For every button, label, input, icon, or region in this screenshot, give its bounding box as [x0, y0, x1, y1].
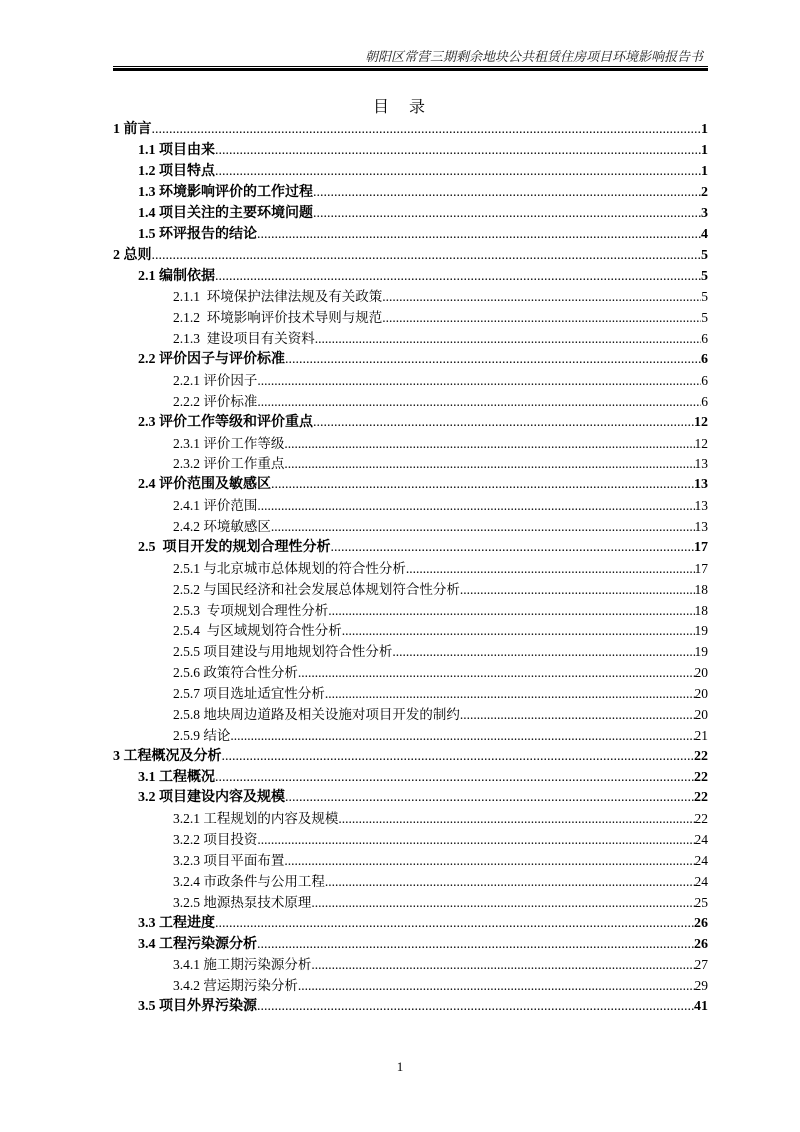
toc-entry-label: 2.3.2 评价工作重点 [173, 456, 285, 472]
toc-entry-label: 2.1.2 环境影响评价技术导则与规范 [173, 310, 383, 326]
toc-entry-page: 1 [701, 122, 708, 138]
toc-entry-page: 13 [694, 519, 708, 535]
toc-entry[interactable] [113, 329, 708, 350]
toc-entry-page: 4 [701, 226, 708, 242]
toc-dot-leader [222, 747, 695, 767]
toc-entry-label: 2.5.7 项目选址适宜性分析 [173, 686, 325, 702]
toc-entry-page: 1 [701, 164, 708, 180]
toc-entry-page: 18 [694, 581, 708, 597]
toc-entry[interactable] [113, 579, 708, 600]
toc-entry-page: 17 [694, 539, 708, 555]
toc-entry-label: 1 前言 [113, 122, 152, 138]
toc-entry[interactable] [113, 788, 708, 809]
toc-dot-leader [392, 642, 694, 662]
toc-dot-leader [271, 517, 695, 537]
toc-entry-label: 2.1.1 环境保护法律法规及有关政策 [173, 289, 383, 305]
toc-entry-label: 2.4.1 评价范围 [173, 498, 258, 514]
toc-dot-leader [313, 413, 694, 433]
toc-entry[interactable] [113, 350, 708, 371]
toc-entry-page: 20 [694, 706, 708, 722]
toc-entry-label: 2.5.9 结论 [173, 727, 231, 743]
toc-entry[interactable] [113, 892, 708, 913]
toc-entry-label: 2.5.3 专项规划合理性分析 [173, 602, 329, 618]
toc-entry-page: 24 [694, 873, 708, 889]
toc-entry-page: 3 [701, 205, 708, 221]
toc-entry-page: 22 [694, 811, 708, 827]
toc-dot-leader [257, 371, 701, 391]
toc-entry-page: 20 [694, 686, 708, 702]
toc-entry-label: 1.3 环境影响评价的工作过程 [138, 185, 313, 201]
toc-entry-label: 2.4 评价范围及敏感区 [138, 477, 271, 493]
toc-entry[interactable] [113, 371, 708, 392]
toc-dot-leader [285, 788, 694, 808]
toc-entry-label: 3.5 项目外界污染源 [138, 999, 257, 1015]
toc-dot-leader [325, 684, 695, 704]
toc-dot-leader [257, 935, 694, 955]
toc-dot-leader [311, 955, 694, 975]
toc-dot-leader [328, 601, 694, 621]
toc-entry-page: 26 [694, 915, 708, 931]
toc-entry-label: 2.5.5 项目建设与用地规划符合性分析 [173, 644, 393, 660]
toc-entry-label: 2.2.2 评价标准 [173, 393, 258, 409]
toc-entry-label: 3.2.5 地源热泵技术原理 [173, 894, 312, 910]
toc-entry[interactable] [113, 725, 708, 746]
toc-entry-page: 1 [701, 143, 708, 159]
toc-dot-leader [313, 204, 701, 224]
toc-entry-label: 3.2.3 项目平面布置 [173, 853, 285, 869]
toc-entry-label: 2.5 项目开发的规划合理性分析 [138, 539, 331, 555]
toc-entry-page: 29 [694, 978, 708, 994]
toc-entry-label: 2.3 评价工作等级和评价重点 [138, 414, 313, 430]
toc-entry[interactable] [113, 475, 708, 496]
toc-entry[interactable] [113, 684, 708, 705]
toc-entry-label: 2 总则 [113, 247, 152, 263]
header-rule-thick [113, 68, 708, 71]
toc-entry-label: 3.2.1 工程规划的内容及规模 [173, 811, 339, 827]
toc-entry-label: 1.1 项目由来 [138, 143, 215, 159]
toc-entry[interactable] [113, 809, 708, 830]
toc-entry-page: 6 [701, 352, 708, 368]
toc-entry-page: 26 [694, 936, 708, 952]
toc-dot-leader [298, 663, 695, 683]
toc-entry[interactable] [113, 830, 708, 851]
toc-dot-leader [152, 120, 702, 140]
toc-entry-page: 13 [694, 498, 708, 514]
toc-dot-leader [257, 225, 701, 245]
toc-entry-page: 12 [694, 435, 708, 451]
toc-entry-label: 1.4 项目关注的主要环境问题 [138, 205, 313, 221]
toc-entry-label: 3.4.2 营运期污染分析 [173, 978, 298, 994]
toc-entry-label: 3 工程概况及分析 [113, 748, 222, 764]
toc-dot-leader [382, 308, 701, 328]
toc-entry[interactable] [113, 642, 708, 663]
toc-entry[interactable] [113, 141, 708, 162]
toc-entry-page: 18 [694, 602, 708, 618]
toc-entry[interactable] [113, 287, 708, 308]
toc-entry-label: 3.2.4 市政条件与公用工程 [173, 873, 325, 889]
toc-dot-leader [284, 851, 694, 871]
toc-entry-page: 21 [694, 727, 708, 743]
toc-entry-label: 2.5.4 与区域规划符合性分析 [173, 623, 342, 639]
toc-dot-leader [257, 997, 694, 1017]
toc-dot-leader [285, 350, 701, 370]
toc-entry-page: 20 [694, 665, 708, 681]
toc-entry-label: 2.5.1 与北京城市总体规划的符合性分析 [173, 560, 406, 576]
toc-entry-page: 6 [701, 331, 708, 347]
toc-entry-page: 19 [694, 644, 708, 660]
toc-entry[interactable] [113, 517, 708, 538]
toc-entry-label: 3.2 项目建设内容及规模 [138, 790, 285, 806]
toc-entry-page: 13 [694, 477, 708, 493]
toc-dot-leader [215, 141, 701, 161]
toc-entry-label: 2.2.1 评价因子 [173, 372, 258, 388]
toc-entry-page: 13 [694, 456, 708, 472]
toc-entry[interactable] [113, 412, 708, 433]
toc-entry[interactable] [113, 433, 708, 454]
toc-entry-page: 24 [694, 853, 708, 869]
toc-entry[interactable] [113, 183, 708, 204]
toc-dot-leader [230, 726, 694, 746]
toc-entry-label: 2.4.2 环境敏感区 [173, 519, 271, 535]
toc-entry-page: 17 [694, 560, 708, 576]
toc-entry[interactable] [113, 913, 708, 934]
toc-entry[interactable] [113, 976, 708, 997]
toc-entry[interactable] [113, 767, 708, 788]
toc-entry[interactable] [113, 391, 708, 412]
toc-entry-label: 2.5.6 政策符合性分析 [173, 665, 298, 681]
toc-dot-leader [331, 538, 695, 558]
toc-entry[interactable] [113, 224, 708, 245]
toc-entry-page: 5 [701, 289, 708, 305]
toc-dot-leader [284, 434, 694, 454]
toc-entry-page: 12 [694, 414, 708, 430]
toc-entry[interactable] [113, 454, 708, 475]
toc-entry-page: 5 [701, 268, 708, 284]
toc-dot-leader [215, 162, 701, 182]
toc-entry-label: 2.1 编制依据 [138, 268, 215, 284]
toc-dot-leader [311, 893, 694, 913]
toc-dot-leader [298, 976, 695, 996]
toc-dot-leader [284, 454, 694, 474]
toc-entry-label: 3.4.1 施工期污染源分析 [173, 957, 312, 973]
toc-dot-leader [406, 559, 695, 579]
toc-entry-page: 22 [694, 769, 708, 785]
running-header: 朝阳区常营三期剩余地块公共租赁住房项目环境影响报告书 [364, 49, 703, 64]
toc-entry-label: 3.3 工程进度 [138, 915, 215, 931]
table-of-contents [113, 120, 708, 1018]
toc-entry[interactable] [113, 266, 708, 287]
toc-entry[interactable] [113, 934, 708, 955]
toc-dot-leader [460, 705, 695, 725]
toc-entry-page: 5 [701, 247, 708, 263]
toc-entry[interactable] [113, 538, 708, 559]
toc-entry[interactable] [113, 851, 708, 872]
toc-entry[interactable] [113, 663, 708, 684]
toc-dot-leader [342, 621, 695, 641]
toc-entry-page: 2 [701, 185, 708, 201]
toc-entry-page: 19 [694, 623, 708, 639]
toc-entry-label: 3.2.2 项目投资 [173, 832, 258, 848]
toc-entry[interactable] [113, 872, 708, 893]
toc-dot-leader [257, 496, 694, 516]
toc-dot-leader [215, 768, 694, 788]
toc-entry-page: 24 [694, 832, 708, 848]
toc-dot-leader [271, 475, 694, 495]
toc-entry-label: 2.3.1 评价工作等级 [173, 435, 285, 451]
toc-dot-leader [152, 246, 702, 266]
toc-entry-page: 6 [701, 372, 708, 388]
toc-entry[interactable] [113, 308, 708, 329]
toc-dot-leader [257, 830, 694, 850]
toc-dot-leader [460, 580, 695, 600]
toc-dot-leader [215, 267, 701, 287]
toc-dot-leader [338, 809, 694, 829]
toc-entry[interactable] [113, 997, 708, 1018]
toc-entry[interactable] [113, 120, 708, 141]
toc-entry-page: 22 [694, 790, 708, 806]
toc-entry[interactable] [113, 600, 708, 621]
toc-entry-label: 1.5 环评报告的结论 [138, 226, 257, 242]
header-rule-thin [113, 66, 708, 67]
toc-title: 目 录 [372, 99, 427, 116]
toc-entry-page: 25 [694, 894, 708, 910]
toc-entry-label: 2.2 评价因子与评价标准 [138, 352, 285, 368]
toc-entry[interactable] [113, 245, 708, 266]
toc-dot-leader [257, 392, 701, 412]
toc-dot-leader [315, 329, 702, 349]
toc-entry-page: 41 [694, 999, 708, 1015]
toc-dot-leader [325, 872, 695, 892]
toc-entry[interactable] [113, 746, 708, 767]
toc-entry-label: 2.1.3 建设项目有关资料 [173, 331, 315, 347]
toc-entry-label: 2.5.8 地块周边道路及相关设施对项目开发的制约 [173, 706, 460, 722]
toc-entry[interactable] [113, 621, 708, 642]
toc-entry-label: 3.4 工程污染源分析 [138, 936, 257, 952]
toc-entry[interactable] [113, 496, 708, 517]
toc-entry-label: 2.5.2 与国民经济和社会发展总体规划符合性分析 [173, 581, 460, 597]
toc-dot-leader [382, 287, 701, 307]
toc-entry[interactable] [113, 162, 708, 183]
toc-dot-leader [215, 914, 694, 934]
toc-entry-page: 5 [701, 310, 708, 326]
toc-entry-page: 22 [694, 748, 708, 764]
toc-entry-page: 27 [694, 957, 708, 973]
toc-entry[interactable] [113, 705, 708, 726]
toc-entry[interactable] [113, 204, 708, 225]
toc-entry[interactable] [113, 955, 708, 976]
toc-entry[interactable] [113, 558, 708, 579]
toc-dot-leader [313, 183, 701, 203]
page-number: 1 [396, 1059, 404, 1074]
toc-entry-label: 3.1 工程概况 [138, 769, 215, 785]
toc-entry-page: 6 [701, 393, 708, 409]
toc-entry-label: 1.2 项目特点 [138, 164, 215, 180]
